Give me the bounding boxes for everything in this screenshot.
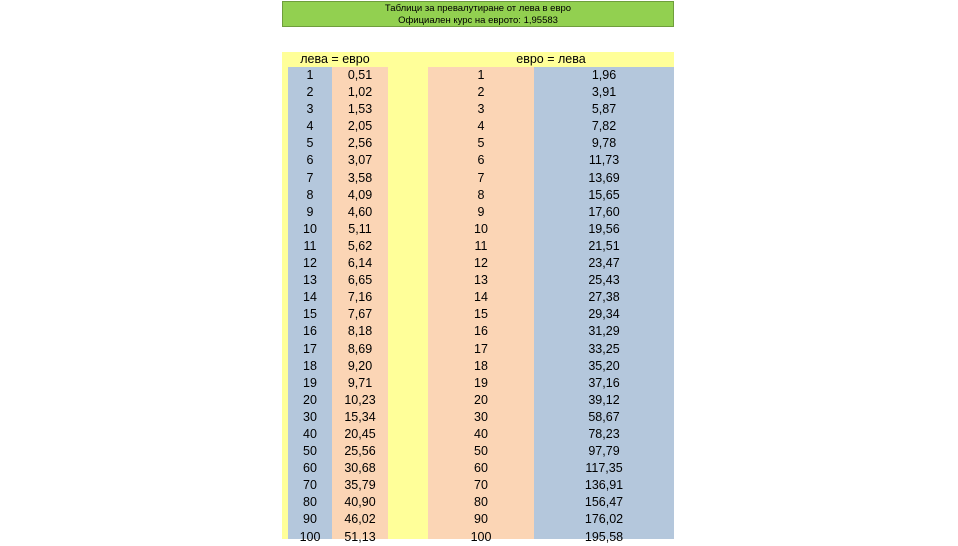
euro-amount-cell: 9 (477, 204, 485, 219)
leva-amount-cell: 16 (303, 324, 317, 339)
leva-amount-cell: 17 (303, 341, 317, 356)
euro-equivalent-cell: 6,14 (347, 256, 373, 271)
leva-amount-cell: 12 (303, 256, 317, 271)
euro-amount-cell: 6 (477, 153, 485, 168)
euro-equivalent-cell: 15,34 (344, 409, 376, 424)
euro-equivalent-cell: 51,13 (344, 529, 376, 544)
leva-equivalent-cell: 33,25 (588, 341, 620, 356)
leva-amount-cell: 5 (306, 136, 314, 151)
euro-equivalent-cell: 5,62 (347, 238, 373, 253)
euro-equivalent-cell: 25,56 (344, 444, 376, 459)
euro-amount-cell: 12 (474, 256, 488, 271)
euro-amount-cell: 50 (474, 444, 488, 459)
table-row (282, 409, 674, 426)
leva-amount-cell: 2 (306, 85, 314, 100)
table-row (282, 152, 674, 169)
table-row (282, 392, 674, 409)
euro-equivalent-cell: 30,68 (344, 461, 376, 476)
euro-equivalent-cell: 10,23 (344, 392, 376, 407)
leva-amount-cell: 90 (303, 512, 317, 527)
euro-amount-cell: 3 (477, 102, 485, 117)
table-row (282, 375, 674, 392)
euro-equivalent-cell: 2,56 (347, 136, 373, 151)
euro-amount-cell: 4 (477, 119, 485, 134)
leva-equivalent-cell: 97,79 (588, 444, 620, 459)
exchange-rate-line: Официален курс на еврото: 1,95583 (398, 14, 558, 26)
table-row (282, 289, 674, 306)
table-row (282, 323, 674, 340)
euro-equivalent-cell: 5,11 (348, 221, 372, 236)
table-row (282, 101, 674, 118)
leva-amount-cell: 30 (303, 409, 317, 424)
euro-amount-cell: 20 (474, 392, 488, 407)
leva-amount-cell: 8 (306, 187, 314, 202)
leva-amount-cell: 10 (303, 221, 317, 236)
euro-amount-cell: 30 (474, 409, 488, 424)
table-row (282, 255, 674, 272)
euro-amount-cell: 90 (474, 512, 488, 527)
table-row (282, 221, 674, 238)
leva-amount-cell: 20 (303, 392, 317, 407)
euro-amount-cell: 19 (474, 375, 488, 390)
conversion-tables (282, 52, 674, 544)
leva-equivalent-cell: 3,91 (591, 85, 617, 100)
euro-amount-cell: 14 (474, 290, 488, 305)
euro-amount-cell: 2 (477, 85, 485, 100)
table-row (282, 67, 674, 84)
table-row (282, 426, 674, 443)
table-row (282, 477, 674, 494)
leva-equivalent-cell: 35,20 (588, 358, 620, 373)
leva-equivalent-cell: 19,56 (588, 221, 620, 236)
euro-equivalent-cell: 9,20 (347, 358, 373, 373)
table-row (282, 170, 674, 187)
leva-equivalent-cell: 29,34 (588, 307, 620, 322)
euro-equivalent-cell: 35,79 (344, 478, 376, 493)
leva-amount-cell: 19 (303, 375, 317, 390)
leva-amount-cell: 70 (303, 478, 317, 493)
euro-amount-cell: 7 (477, 170, 485, 185)
leva-equivalent-cell: 5,87 (591, 102, 617, 117)
euro-equivalent-cell: 7,67 (347, 307, 373, 322)
leva-equivalent-cell: 195,58 (584, 529, 624, 544)
leva-equivalent-cell: 156,47 (584, 495, 624, 510)
leva-equivalent-cell: 58,67 (588, 409, 620, 424)
euro-amount-cell: 8 (477, 187, 485, 202)
title-line: Таблици за превалутиране от лева в евро (384, 3, 572, 14)
sheet-title-banner (282, 1, 674, 27)
leva-equivalent-cell: 11,73 (588, 153, 620, 168)
left-table-title: лева = евро (300, 52, 370, 66)
euro-amount-cell: 1 (477, 68, 485, 82)
euro-amount-cell: 40 (474, 426, 488, 441)
euro-equivalent-cell: 3,58 (347, 170, 373, 185)
table-row (282, 118, 674, 135)
euro-equivalent-cell: 2,05 (347, 119, 373, 134)
euro-amount-cell: 80 (474, 495, 488, 510)
leva-amount-cell: 7 (306, 170, 314, 185)
leva-equivalent-cell: 27,38 (588, 290, 620, 305)
leva-equivalent-cell: 78,23 (588, 426, 620, 441)
euro-amount-cell: 11 (474, 238, 488, 253)
euro-amount-cell: 15 (474, 307, 488, 322)
leva-amount-cell: 9 (306, 204, 314, 219)
table-row (282, 84, 674, 101)
euro-amount-cell: 5 (477, 136, 485, 151)
table-row (282, 494, 674, 511)
euro-amount-cell: 10 (474, 221, 488, 236)
table-row (282, 460, 674, 477)
leva-amount-cell: 4 (306, 119, 314, 134)
table-row (282, 358, 674, 375)
table-row (282, 529, 674, 546)
leva-equivalent-cell: 176,02 (584, 512, 624, 527)
leva-equivalent-cell: 37,16 (588, 375, 620, 390)
table-row (282, 187, 674, 204)
leva-equivalent-cell: 136,91 (584, 478, 624, 493)
euro-equivalent-cell: 7,16 (347, 290, 373, 305)
leva-equivalent-cell: 13,69 (588, 170, 620, 185)
table-row (282, 204, 674, 221)
leva-amount-cell: 6 (306, 153, 314, 168)
leva-amount-cell: 13 (303, 273, 317, 288)
leva-equivalent-cell: 117,35 (585, 461, 623, 476)
leva-amount-cell: 15 (303, 307, 317, 322)
euro-equivalent-cell: 6,65 (347, 273, 373, 288)
euro-equivalent-cell: 8,18 (347, 324, 373, 339)
table-rows (282, 67, 674, 546)
euro-equivalent-cell: 1,53 (347, 102, 373, 117)
euro-equivalent-cell: 40,90 (344, 495, 376, 510)
leva-amount-cell: 40 (303, 426, 317, 441)
leva-equivalent-cell: 31,29 (588, 324, 620, 339)
leva-equivalent-cell: 23,47 (588, 256, 620, 271)
table-row (282, 443, 674, 460)
euro-amount-cell: 16 (474, 324, 488, 339)
euro-equivalent-cell: 4,60 (347, 204, 373, 219)
leva-amount-cell: 80 (303, 495, 317, 510)
leva-amount-cell: 14 (303, 290, 317, 305)
leva-equivalent-cell: 9,78 (591, 136, 617, 151)
leva-amount-cell: 11 (303, 238, 317, 253)
euro-equivalent-cell: 20,45 (344, 426, 376, 441)
euro-amount-cell: 60 (474, 461, 488, 476)
leva-equivalent-cell: 25,43 (588, 273, 620, 288)
table-row (282, 238, 674, 255)
euro-amount-cell: 13 (474, 273, 488, 288)
euro-equivalent-cell: 1,02 (347, 85, 373, 100)
euro-equivalent-cell: 3,07 (347, 153, 373, 168)
euro-equivalent-cell: 8,69 (347, 341, 373, 356)
right-table-title: евро = лева (516, 52, 586, 66)
table-row (282, 511, 674, 528)
leva-amount-cell: 50 (303, 444, 317, 459)
euro-amount-cell: 70 (474, 478, 488, 493)
table-row (282, 272, 674, 289)
euro-amount-cell: 18 (474, 358, 488, 373)
euro-equivalent-cell: 0,51 (347, 68, 373, 82)
euro-amount-cell: 100 (470, 529, 492, 544)
table-row (282, 135, 674, 152)
euro-equivalent-cell: 9,71 (347, 375, 373, 390)
leva-equivalent-cell: 17,60 (588, 204, 620, 219)
leva-equivalent-cell: 15,65 (588, 187, 620, 202)
leva-equivalent-cell: 7,82 (591, 119, 617, 134)
leva-amount-cell: 1 (306, 68, 314, 82)
euro-equivalent-cell: 46,02 (344, 512, 376, 527)
leva-equivalent-cell: 21,51 (588, 238, 620, 253)
leva-amount-cell: 18 (303, 358, 317, 373)
leva-amount-cell: 3 (306, 102, 314, 117)
leva-equivalent-cell: 39,12 (588, 392, 620, 407)
leva-amount-cell: 100 (299, 529, 321, 544)
euro-amount-cell: 17 (474, 341, 488, 356)
euro-equivalent-cell: 4,09 (347, 187, 373, 202)
table-row (282, 341, 674, 358)
leva-equivalent-cell: 1,96 (591, 68, 617, 82)
leva-amount-cell: 60 (303, 461, 317, 476)
table-row (282, 306, 674, 323)
